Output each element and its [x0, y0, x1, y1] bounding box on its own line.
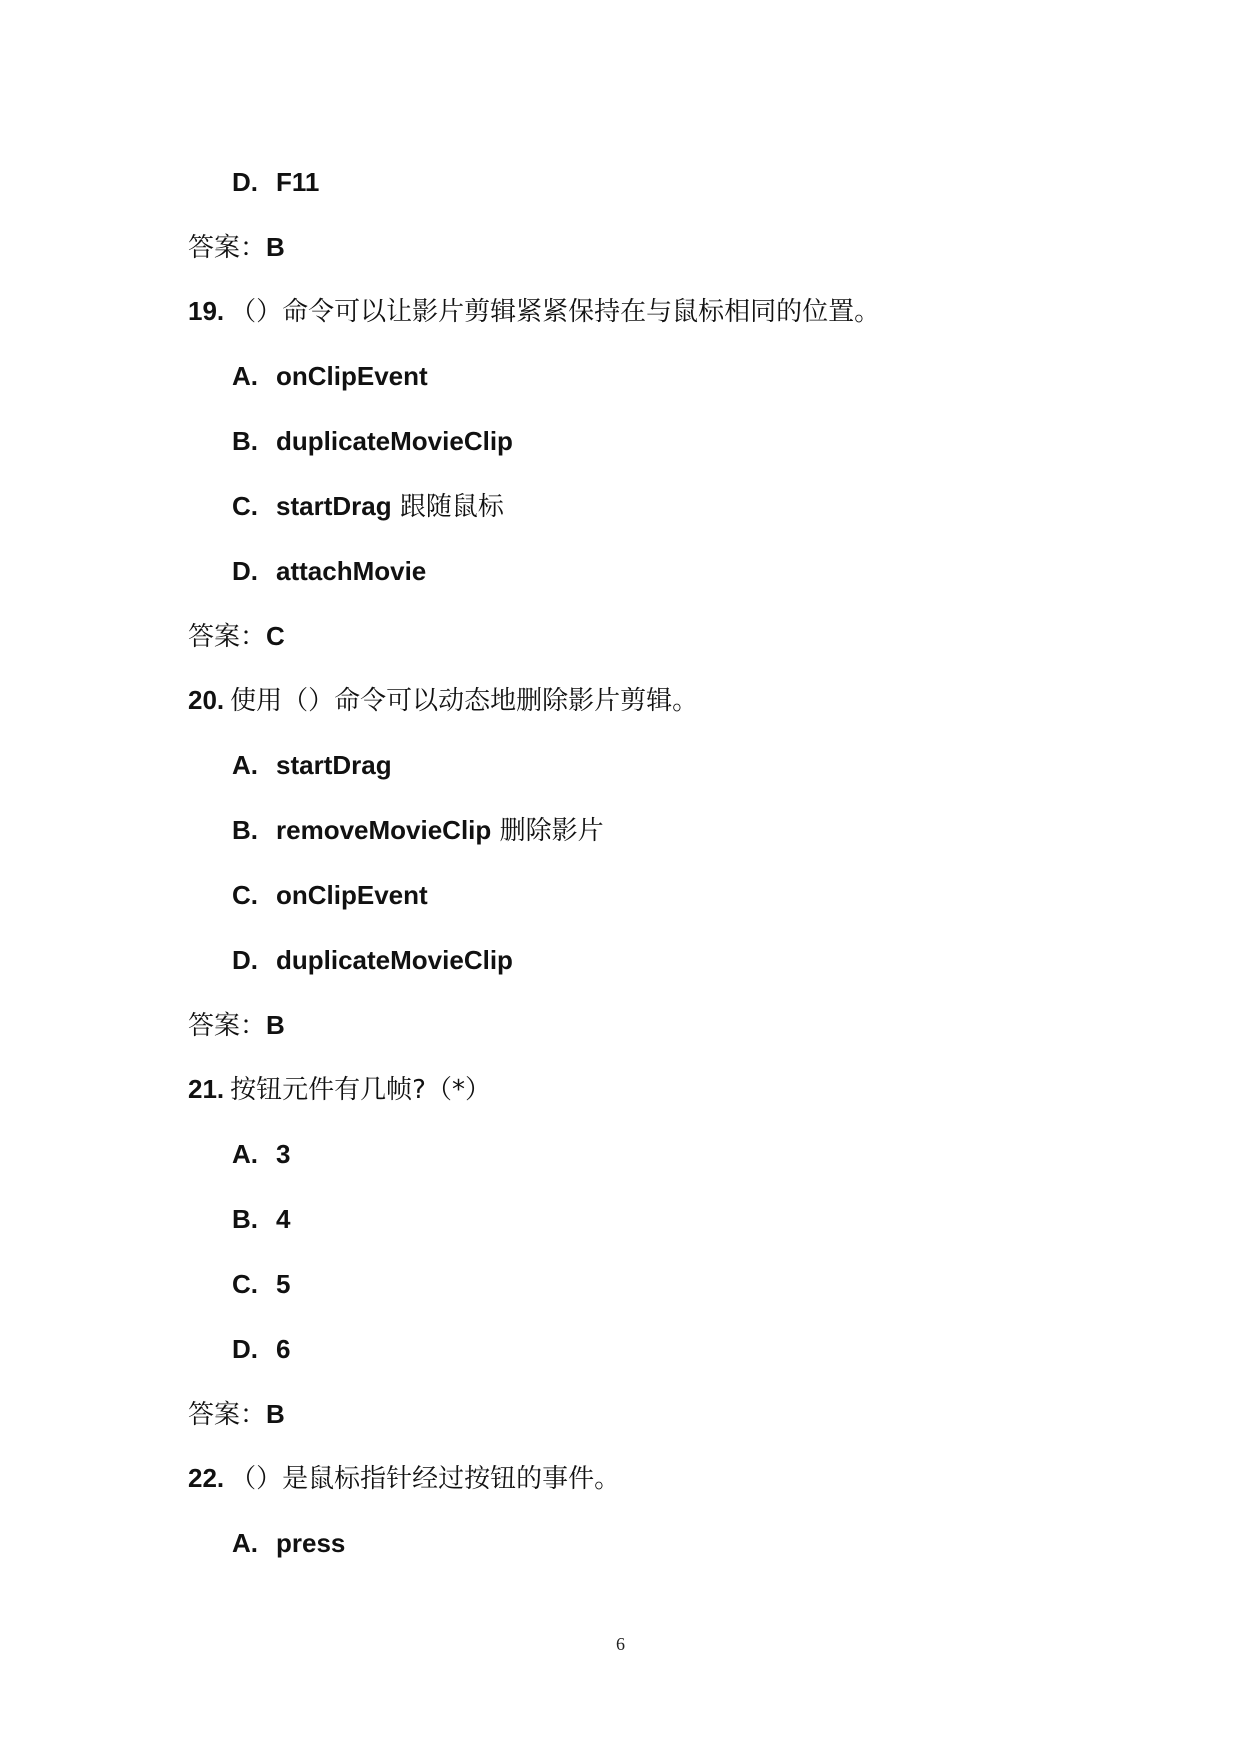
option-label: D.	[232, 556, 258, 586]
question-19-stem	[188, 294, 880, 329]
question-21-option-d	[232, 1332, 290, 1367]
question-20-stem	[188, 683, 698, 718]
option-note: 跟随鼠标	[399, 492, 504, 522]
question-19-option-d	[232, 554, 426, 589]
option-label: A.	[232, 361, 258, 391]
option-text: startDrag	[276, 491, 392, 521]
answer-value: B	[266, 1010, 285, 1040]
option-text: press	[276, 1528, 346, 1558]
answer-value: C	[266, 621, 285, 651]
question-21-option-b	[232, 1202, 290, 1237]
question-22-stem	[188, 1461, 620, 1496]
option-d	[232, 165, 319, 200]
question-21-option-c	[232, 1267, 290, 1302]
question-number: 21.	[188, 1074, 225, 1104]
option-text: 3	[276, 1139, 291, 1169]
answer-value: B	[266, 232, 285, 262]
question-text: （）命令可以让影片剪辑紧紧保持在与鼠标相同的位置。	[230, 297, 881, 327]
question-20-option-d	[232, 943, 513, 978]
question-21-stem	[188, 1072, 491, 1107]
question-text: 按钮元件有几帧?（*）	[230, 1075, 491, 1105]
answer-label: 答案：	[188, 233, 267, 263]
question-number: 20.	[188, 685, 225, 715]
question-19-option-b	[232, 424, 513, 459]
option-label: A.	[232, 1139, 258, 1169]
option-text: onClipEvent	[276, 361, 428, 391]
answer-value: B	[266, 1399, 285, 1429]
question-20-option-c	[232, 878, 428, 913]
option-label: B.	[232, 815, 258, 845]
option-text: 6	[276, 1334, 291, 1364]
option-text: 4	[276, 1204, 291, 1234]
option-text: attachMovie	[276, 556, 427, 586]
page-number: 6	[616, 1634, 625, 1654]
option-label: A.	[232, 750, 258, 780]
answer-label: 答案：	[188, 1400, 267, 1430]
question-20-answer	[188, 1008, 285, 1043]
option-text: onClipEvent	[276, 880, 428, 910]
question-number: 19.	[188, 296, 225, 326]
answer-label: 答案：	[188, 622, 267, 652]
option-label: D.	[232, 167, 258, 197]
option-label: D.	[232, 1334, 258, 1364]
option-label: D.	[232, 945, 258, 975]
option-text: duplicateMovieClip	[276, 945, 513, 975]
question-19-option-c	[232, 489, 504, 524]
option-label: C.	[232, 880, 258, 910]
option-text: 5	[276, 1269, 291, 1299]
question-19-option-a	[232, 359, 428, 394]
option-text: removeMovieClip	[276, 815, 492, 845]
question-21-answer	[188, 1397, 285, 1432]
option-label: C.	[232, 491, 258, 521]
option-label: B.	[232, 426, 258, 456]
question-21-option-a	[232, 1137, 290, 1172]
question-19-answer	[188, 619, 285, 654]
option-text: F11	[276, 167, 320, 197]
question-text: 使用（）命令可以动态地删除影片剪辑。	[230, 686, 699, 716]
question-text: （）是鼠标指针经过按钮的事件。	[230, 1464, 621, 1494]
answer-label: 答案：	[188, 1011, 267, 1041]
option-label: A.	[232, 1528, 258, 1558]
option-text: duplicateMovieClip	[276, 426, 513, 456]
option-label: B.	[232, 1204, 258, 1234]
question-20-option-b	[232, 813, 604, 848]
question-22-option-a	[232, 1526, 345, 1561]
option-note: 删除影片	[499, 816, 604, 846]
option-text: startDrag	[276, 750, 392, 780]
answer-line	[188, 230, 285, 265]
question-number: 22.	[188, 1463, 225, 1493]
option-label: C.	[232, 1269, 258, 1299]
question-20-option-a	[232, 748, 392, 783]
